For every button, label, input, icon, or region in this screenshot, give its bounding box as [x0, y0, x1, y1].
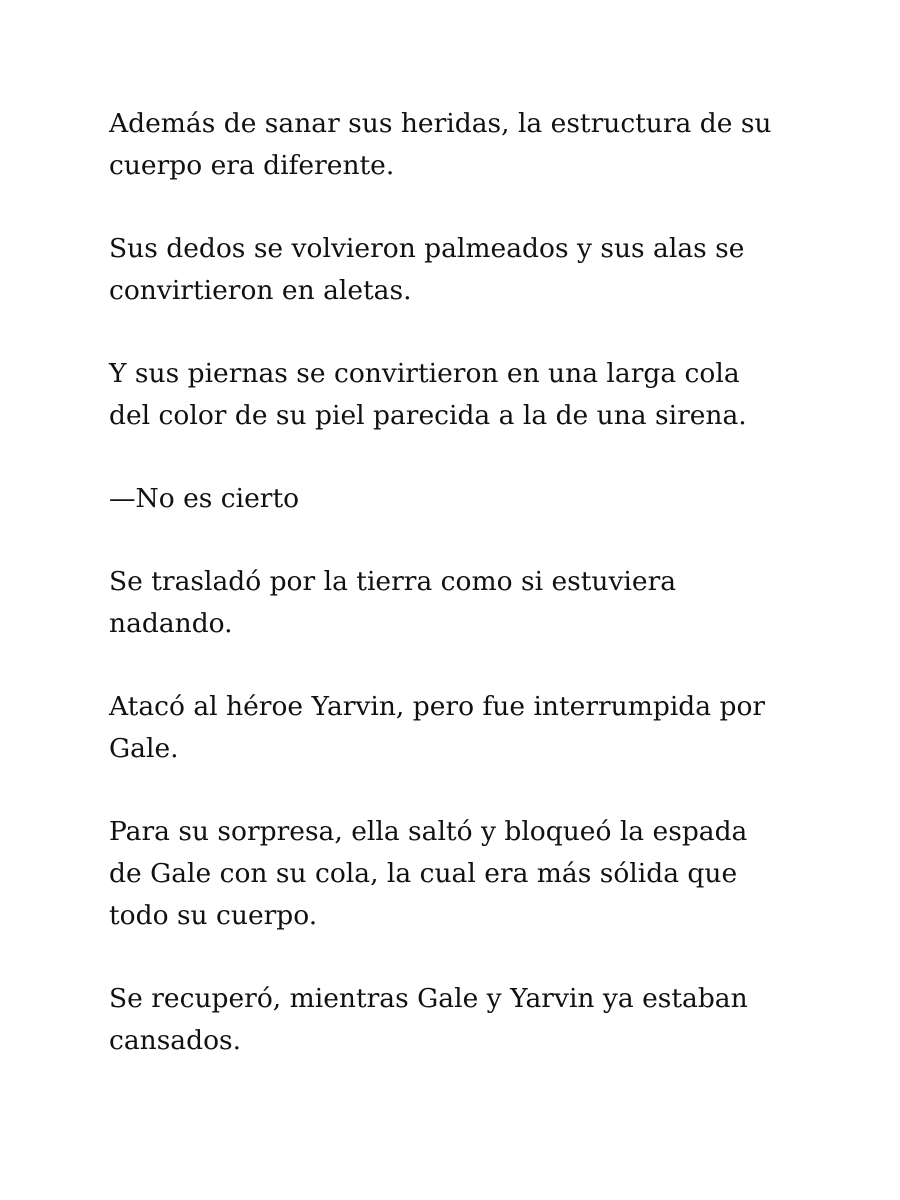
document-body: [109, 103, 809, 1103]
text-line: de Gale con su cola, la cual era más sólida que: [109, 858, 738, 889]
paragraph: [109, 978, 809, 1062]
text-line: Para su sorpresa, ella saltó y bloqueó la espada: [109, 816, 748, 847]
text-line: nadando.: [109, 608, 233, 639]
paragraph: [109, 686, 809, 770]
paragraph: [109, 561, 809, 645]
text-line: Y sus piernas se convirtieron en una larga cola: [109, 358, 740, 389]
paragraph: [109, 811, 809, 937]
text-line: convirtieron en aletas.: [109, 275, 412, 306]
text-line: cansados.: [109, 1025, 242, 1056]
text-line: todo su cuerpo.: [109, 900, 318, 931]
text-line: —No es cierto: [109, 483, 300, 514]
text-line: cuerpo era diferente.: [109, 150, 395, 181]
text-line: del color de su piel parecida a la de una sirena.: [109, 400, 747, 431]
paragraph: [109, 103, 809, 187]
text-line: Se trasladó por la tierra como si estuviera: [109, 566, 677, 597]
text-line: Se recuperó, mientras Gale y Yarvin ya estaban: [109, 983, 748, 1014]
text-line: Atacó al héroe Yarvin, pero fue interrumpida por: [109, 691, 766, 722]
text-line: Además de sanar sus heridas, la estructura de su: [109, 108, 772, 139]
paragraph: [109, 478, 809, 520]
text-line: Sus dedos se volvieron palmeados y sus alas se: [109, 233, 745, 264]
text-line: Gale.: [109, 733, 179, 764]
paragraph: [109, 353, 809, 437]
paragraph: [109, 228, 809, 312]
